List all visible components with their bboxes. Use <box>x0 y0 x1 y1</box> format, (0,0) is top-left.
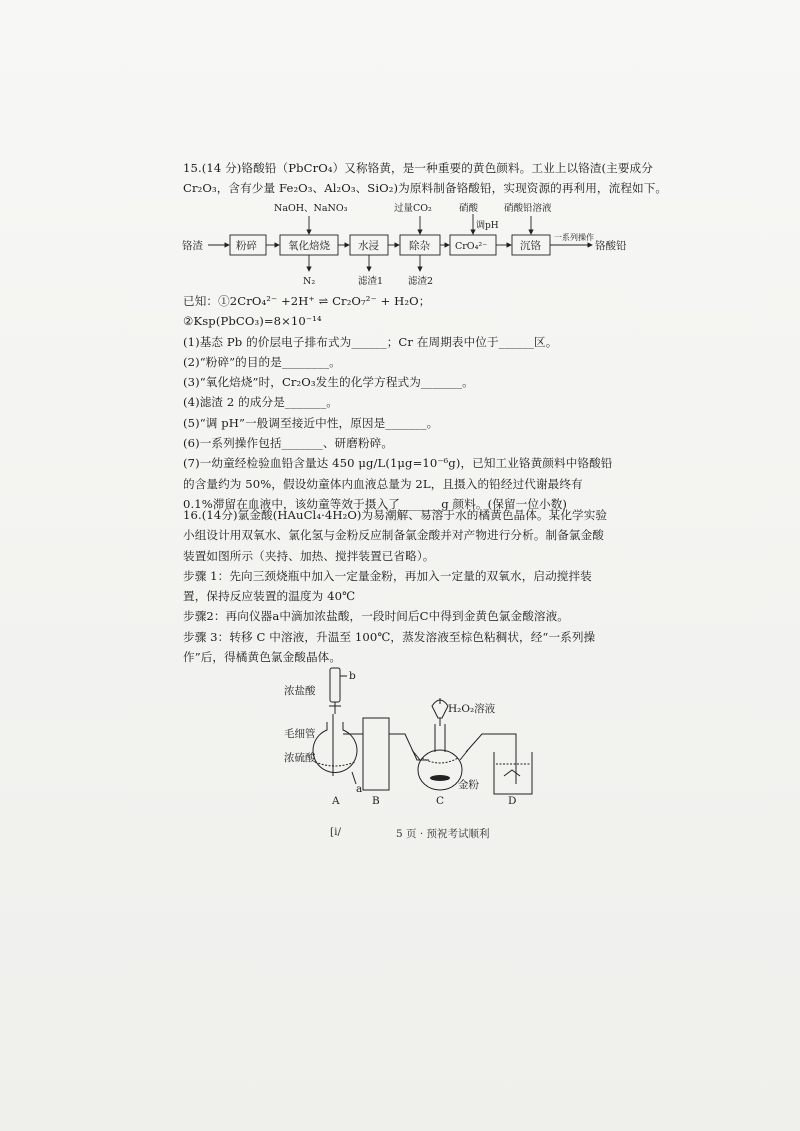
flow-box-label: 粉碎 <box>236 240 257 252</box>
beaker-d <box>494 752 532 794</box>
flow-box-label: 水浸 <box>358 240 379 252</box>
flow-box-label: 氧化焙烧 <box>288 240 330 252</box>
process-flow-diagram <box>180 198 630 290</box>
q15-intro-line2: Cr₂O₃，含有少量 Fe₂O₃、Al₂O₃、SiO₂)为原料制备铬酸铅，实现资源的再利用，流程如下。 <box>183 181 668 196</box>
label-apparatus-c: C <box>436 795 445 807</box>
dropping-funnel <box>330 668 340 702</box>
byproduct-residue2: 滤渣2 <box>408 276 434 287</box>
known-equation-1: 已知：①2CrO₄²⁻ +2H⁺ ⇌ Cr₂O₇²⁻ + H₂O； <box>183 294 431 308</box>
sub-question-5: (5)“调 pH”一般调至接近中性，原因是_______。 <box>183 415 439 430</box>
question-15-body <box>183 291 613 514</box>
reagent-ph: 调pH <box>476 221 499 231</box>
flow-input-label: 铬渣 <box>182 240 203 252</box>
sub-question-6: (6)一系列操作包括_______、研磨粉碎。 <box>183 436 394 451</box>
reagent-oxidation: NaOH、NaNO₃ <box>274 203 348 214</box>
reagent-nitric: 硝酸 <box>459 203 479 214</box>
flow-box-label: 除杂 <box>409 240 430 252</box>
label-apparatus-b: B <box>372 795 380 807</box>
question-15-intro <box>183 158 668 199</box>
q16-intro: 16.(14分)氯金酸(HAuCl₄·4H₂O)为易潮解、易溶于水的橘黄色晶体。某化学实验小组设计用双氧水、氯化氢与金粉反应制备氯金酸并对产物进行分析。制备氯金酸装置如图所示（夹持、加热、搅拌装置已省略）。 <box>183 508 608 563</box>
sub-question-7: (7)一幼童经检验血铅含量达 450 μg/L(1μg=10⁻⁶g)，已知工业铬黄颜料中铬酸铅的含量约为 50%，假设幼童体内血液总量为 2L，且摄入的铅经过代谢最终有 0.1%滞留在血液中，该幼童等效于摄入了_______g 颜料。(保留一位小数) <box>183 456 613 511</box>
operation-label: 一系列操作 <box>554 233 594 242</box>
drying-tower-b <box>363 718 389 790</box>
reagent-lead: 硝酸铅溶液 <box>504 203 552 214</box>
label-apparatus-a: A <box>332 795 340 807</box>
label-b-port: b <box>349 670 356 682</box>
q16-step-1: 步骤 1：先向三颈烧瓶中加入一定量金粉，再加入一定量的双氧水，启动搅拌装置，保持反应装置的温度为 40℃ <box>183 568 592 604</box>
sub-question-4: (4)滤渣 2 的成分是_______。 <box>183 395 338 410</box>
label-hcl: 浓盐酸 <box>284 685 316 697</box>
q15-intro-line1: 15.(14 分)铬酸铅（PbCrO₄）又称铬黄，是一种重要的黄色颜料。工业上以铬渣(主要成分 <box>183 161 653 175</box>
gold-powder <box>430 775 450 781</box>
byproduct-n2: N₂ <box>303 276 316 287</box>
question-16 <box>183 505 613 667</box>
sub-question-1: (1)基态 Pb 的价层电子排布式为______；Cr 在周期表中位于______区。 <box>183 334 558 349</box>
label-gold: 金粉 <box>458 779 479 791</box>
reagent-impurity: 过量CO₂ <box>394 203 432 214</box>
footer-mark: [i/ <box>330 826 341 838</box>
flow-box-label: CrO₄²⁻ <box>455 241 488 252</box>
label-capillary: 毛细管 <box>284 728 316 740</box>
flow-output-label: 铬酸铅 <box>595 240 627 252</box>
label-h2o2: H₂O₂溶液 <box>448 703 496 715</box>
label-a-port: a <box>356 783 363 795</box>
footer-page-number: 5 页 · 预祝考试顺利 <box>396 828 490 840</box>
q16-step-2: 步骤2：再向仪器a中滴加浓盐酸，一段时间后C中得到金黄色氯金酸溶液。 <box>183 609 569 624</box>
flow-box-label: 沉铬 <box>520 240 541 252</box>
known-equation-2: ②Ksp(PbCO₃)=8×10⁻¹⁴ <box>183 314 322 329</box>
label-apparatus-d: D <box>508 795 517 807</box>
apparatus-diagram <box>270 664 540 808</box>
q16-step-3: 步骤 3：转移 C 中溶液，升温至 100℃，蒸发溶液至棕色粘稠状，经“一系列操作”后，得橘黄色氯金酸晶体。 <box>183 629 596 665</box>
byproduct-residue1: 滤渣1 <box>358 276 384 287</box>
sub-question-3: (3)“氧化焙烧”时，Cr₂O₃发生的化学方程式为_______。 <box>183 375 474 390</box>
round-flask-a <box>313 722 357 772</box>
sub-question-2: (2)“粉碎”的目的是________。 <box>183 354 341 369</box>
three-neck-flask-c <box>418 750 462 790</box>
label-h2so4: 浓硫酸 <box>284 752 316 764</box>
